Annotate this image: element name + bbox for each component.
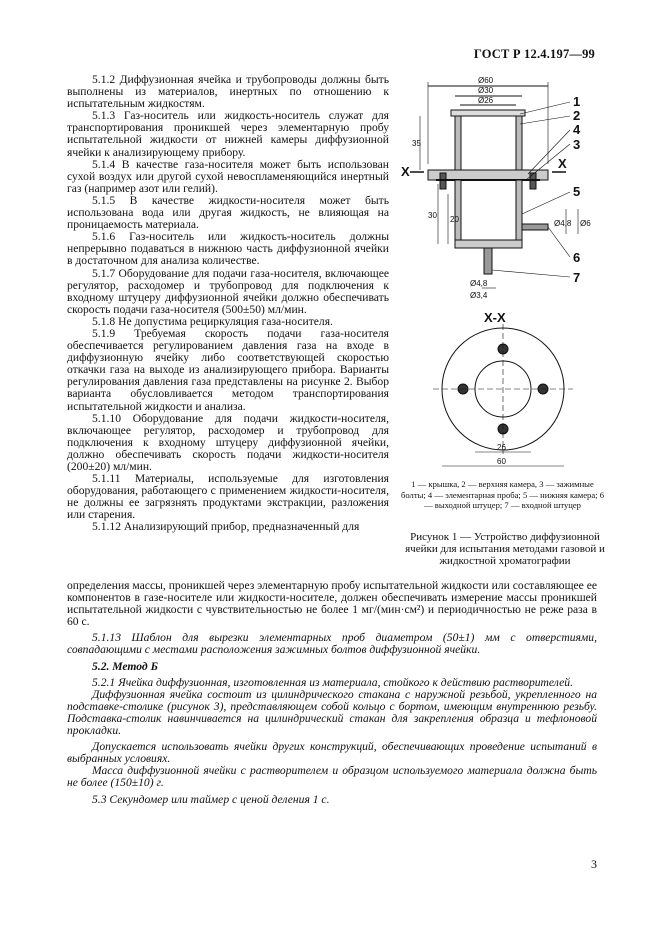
- paragraph-5-1-5: 5.1.5 В качестве жидкости-носителя может быть использована вода или другая жидкость, не влияющая на проницаемость материала.: [67, 193, 389, 232]
- dim-d30: Ø30: [478, 86, 494, 95]
- paragraph-5-1-11: 5.1.11 Материалы, используемые для изготовления оборудования, работающего с применением жидкости-носителя, не должны ее загрязнять продуктами экстракции, разложения или старения.: [67, 472, 389, 522]
- paragraph-5-2-1-b: Диффузионная ячейка состоит из цилиндрического стакана с наружной резьбой, укрепленного на подставке-столике (рисунок 3), представляющем собой кольцо с бортом, имеющим внутреннюю резьбу. Подставка-столик навинчивается на цилиндрический стакан для закрепления образца и тефлоновой прокладки.: [67, 687, 597, 738]
- paragraph-5-1-2: 5.1.2 Диффузионная ячейка и трубопроводы должны быть выполнены из материалов, инертных по отношению к испытательным жидкостям.: [67, 73, 389, 111]
- dim-d48: Ø4,8: [554, 219, 572, 228]
- paragraph-5-1-10: 5.1.10 Оборудование для подачи жидкости-носителя, включающее регулятор, расходомер и трубопровод для подключения к входному штуцеру диффузионной ячейки, должно обеспечивать скорость подачи жидкости-носителя (200±20) мл/мин.: [67, 411, 389, 473]
- paragraph-5-2-1: 5.2.1 Ячейка диффузионная, изготовленная из материала, стойкого к действию растворителей.: [92, 675, 573, 689]
- paragraph-5-1-12-cont: определения массы, проникшей через элементарную пробу испытательной жидкости или составляющее ее компонентов в газе-носителе или жидкости-носителе, должен обеспечивать измерение массы проникшей испытательной жидкости с чувствительностью не более 1 мг/(мин·см²) и периодичностью не реже раза в 60 с.: [67, 579, 597, 629]
- lower-chamber-right-wall: [516, 180, 522, 242]
- callout-2: 2: [573, 108, 581, 123]
- figure-caption: Рисунок 1 — Устройство диффузионной ячейки для испытания методами газовой и жидкостной хроматографии: [405, 531, 605, 568]
- left-text-column: [67, 74, 389, 534]
- lower-chamber-left-wall: [455, 180, 461, 242]
- paragraph-5-3: 5.3 Секундомер или таймер с ценой деления 1 с.: [92, 792, 330, 806]
- dim-d60: Ø60: [478, 76, 494, 85]
- section-mark-left: X: [401, 164, 410, 179]
- paragraph-5-1-12-start: 5.1.12 Анализирующий прибор, предназначенный для: [92, 520, 360, 534]
- callout-4: 4: [573, 122, 581, 137]
- callout-6: 6: [573, 250, 581, 265]
- lid-part: [451, 110, 525, 116]
- inlet-tube: [484, 248, 492, 274]
- upper-chamber-right-wall: [516, 116, 522, 171]
- page-number: 3: [591, 857, 597, 871]
- paragraph-5-2-1-d: Масса диффузионной ячейки с растворителем и образцом используемого материала должна быть не более (150±10) г.: [67, 764, 597, 790]
- figure-diffusion-cell: [398, 74, 610, 482]
- paragraph-5-1-13: 5.1.13 Шаблон для вырезки элементарных проб диаметром (50±1) мм с отверстиями, совпадающими с местами расположения зажимных болтов диффузионной ячейки.: [67, 631, 597, 657]
- paragraph-5-1-6: 5.1.6 Газ-носитель или жидкость-носитель должны непрерывно подаваться в нижнюю часть диффузионной ячейки в достаточном для анализа количестве.: [67, 230, 389, 268]
- standard-header: ГОСТ Р 12.4.197—99: [473, 47, 595, 61]
- paragraph-5-2-1-c: Допускается использовать ячейки других конструкций, обеспечивающих проведение испытаний в выбранных условиях.: [67, 740, 597, 766]
- upper-chamber-left-wall: [455, 116, 461, 171]
- paragraph-5-1-3: 5.1.3 Газ-носитель или жидкость-носитель служат для транспортирования проникшей через элементарную пробу испытательной жидкости от нижней камеры диффузионной ячейки к анализирующему прибору.: [67, 109, 389, 159]
- lower-chamber-bottom: [455, 240, 522, 248]
- dim-h20: 20: [450, 215, 459, 224]
- dim-d48b: Ø4,8: [470, 279, 488, 288]
- section-5-2-heading: 5.2. Метод Б: [92, 659, 158, 673]
- dim-h35: 35: [412, 139, 421, 148]
- paragraph-5-1-7: 5.1.7 Оборудование для подачи газа-носителя, включающее регулятор, расходомер и трубопровод для подключения к входному штуцеру диффузионной ячейки должно обеспечивать скорость подачи газа-носителя (500±50) мл/мин.: [67, 266, 389, 316]
- callout-1: 1: [573, 94, 581, 109]
- paragraph-5-1-4: 5.1.4 В качестве газа-носителя может быть использован сухой воздух или другой сухой невоспламеняющийся инертный газ (например азот или гелий).: [67, 157, 389, 195]
- section-mark-right: X: [558, 156, 567, 171]
- dim-h30: 30: [428, 211, 437, 220]
- dim-w60: 60: [497, 457, 506, 466]
- dim-d34: Ø3,4: [470, 291, 488, 300]
- dim-d6: Ø6: [580, 219, 591, 228]
- full-width-text: [67, 580, 597, 806]
- paragraph-5-1-9: 5.1.9 Требуемая скорость подачи газа-носителя обеспечивается регулированием давления газа на входе в диффузионную ячейку либо соответствующей скоростью откачки газа на выходе из анализирующего прибора. Варианты регулирования давления газа представлены на рисунке 2. Выбор варианта обусловливается методом транспортирования испытательной жидкости и анализа.: [67, 326, 389, 413]
- outlet-tube: [522, 224, 548, 230]
- dim-d26: Ø26: [478, 96, 494, 105]
- section-title: X-X: [484, 310, 506, 325]
- paragraph-5-1-8: 5.1.8 Не допустима рециркуляция газа-носителя.: [92, 314, 333, 328]
- callout-5: 5: [573, 184, 581, 199]
- callout-3: 3: [573, 137, 581, 152]
- dim-w26: 26: [497, 443, 506, 452]
- figure-legend: 1 — крышка, 2 — верхняя камера, 3 — зажимные болты; 4 — элементарная проба; 5 — нижняя камера; 6 — выходной штуцер; 7 — входной штуцер: [400, 479, 605, 511]
- callout-7: 7: [573, 270, 581, 285]
